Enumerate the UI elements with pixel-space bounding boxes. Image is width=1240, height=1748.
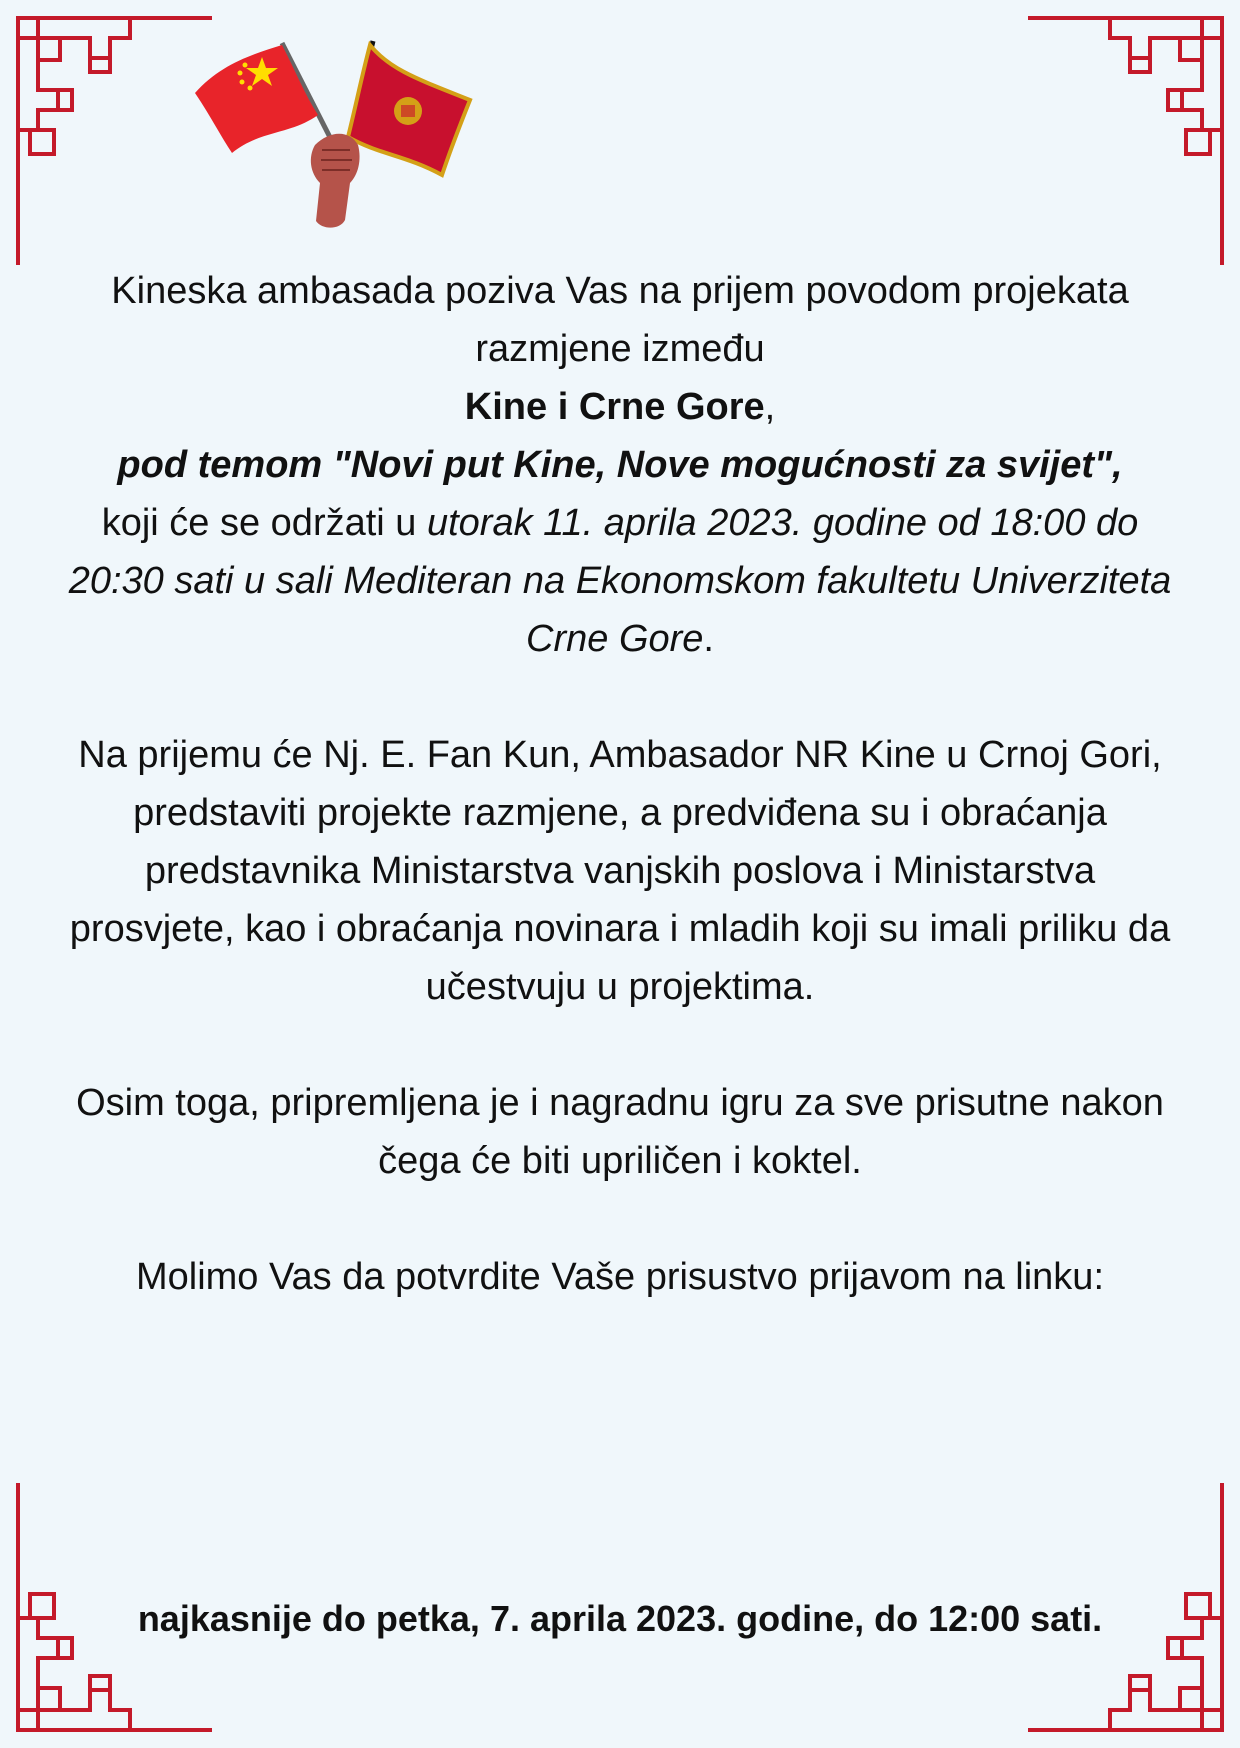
countries-suffix: , [764,386,776,428]
countries-text: Kine i Crne Gore [464,386,765,428]
crossed-flags-illustration [190,35,480,235]
china-flag-icon [195,43,340,157]
when-suffix: . [703,618,714,660]
montenegro-flag-icon [335,41,470,200]
rsvp-deadline: najkasnije do petka, 7. aprila 2023. godine, do 12:00 sati. [137,1598,1103,1639]
invitation-paragraph-2: Na prijemu će Nj. E. Fan Kun, Ambasador NR Kine u Crnoj Gori, predstaviti projekte razmjene, a predviđena su i obraćanja predstavnika Ministarstva vanjskih poslova i Ministarstva prosvjete, kao i obraćanja novinara i mladih koji su imali priliku da učestvuju u projektima. [69,734,1171,1008]
invitation-paragraph-4: Molimo Vas da potvrdite Vaše prisustvo prijavom na linku: [135,1256,1105,1298]
corner-ornament-top-right [1000,0,1240,280]
invitation-paragraph-3: Osim toga, pripremljena je i nagradnu igru za sve prisutne nakon čega će biti upriličen i koktel. [76,1082,1164,1182]
invitation-paragraph-1 [60,262,1180,668]
invitation-body [60,262,1180,1306]
hand-holding-flags-icon [311,134,360,228]
theme-text: pod temom "Novi put Kine, Nove mogućnosti za svijet", [117,444,1123,486]
when-prefix: koji će se održati u [101,502,427,544]
event-date-location: utorak 11. aprila 2023. godine od 18:00 do 20:30 sati u sali Mediteran na Ekonomskom fakultetu Univerziteta Crne Gore [68,502,1172,660]
intro-text: Kineska ambasada poziva Vas na prijem povodom projekata razmjene između [111,270,1129,370]
